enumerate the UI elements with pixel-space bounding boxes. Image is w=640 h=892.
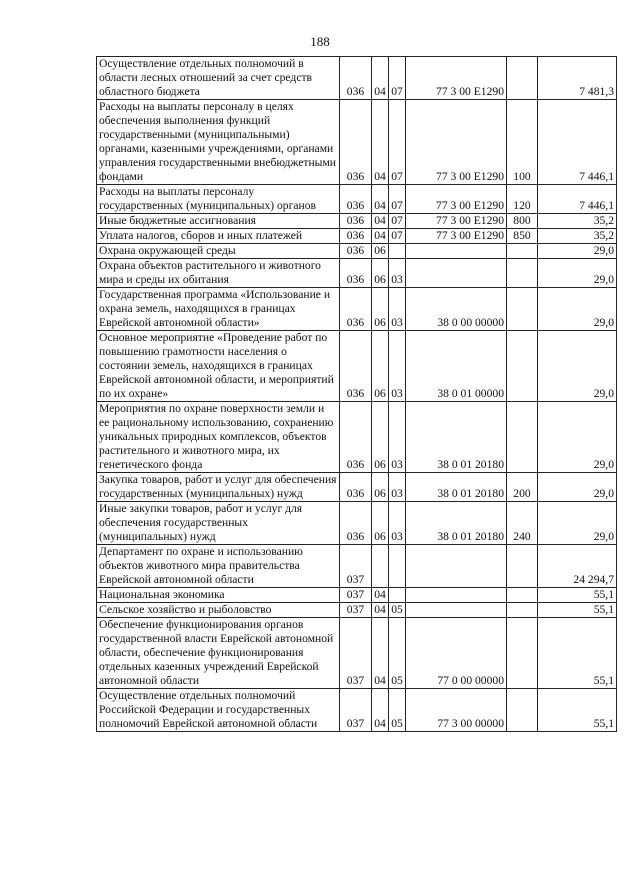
cell-section: 04: [372, 229, 389, 244]
cell-expense-type: [507, 402, 538, 473]
cell-amount: 55,1: [538, 689, 617, 732]
cell-name: Охрана объектов растительного и животного мира и среды их обитания: [97, 259, 340, 288]
cell-name: Иные бюджетные ассигнования: [97, 214, 340, 229]
cell-subsection: 03: [389, 259, 406, 288]
cell-subsection: 05: [389, 618, 406, 689]
cell-expense-type: 240: [507, 502, 538, 545]
cell-amount: 55,1: [538, 603, 617, 618]
cell-target-article: [406, 603, 507, 618]
cell-expense-type: [507, 588, 538, 603]
cell-admin-code: 037: [340, 588, 372, 603]
cell-name: Государственная программа «Использование и охрана земель, находящихся в границах Еврейской автономной области»: [97, 288, 340, 331]
table-row: [97, 100, 617, 185]
table-row: [97, 502, 617, 545]
page-number: 188: [310, 34, 330, 49]
cell-section: 04: [372, 214, 389, 229]
cell-amount: 35,2: [538, 229, 617, 244]
cell-name: Расходы на выплаты персоналу в целях обеспечения выполнения функций государственными (муниципальными) органами, казенными учреждениями, органами управления государственными внебюджетными фондами: [97, 100, 340, 185]
cell-section: 06: [372, 288, 389, 331]
cell-admin-code: 036: [340, 229, 372, 244]
cell-expense-type: [507, 259, 538, 288]
cell-name: Расходы на выплаты персоналу государственных (муниципальных) органов: [97, 185, 340, 214]
cell-amount: 29,0: [538, 259, 617, 288]
cell-section: 04: [372, 618, 389, 689]
cell-admin-code: 036: [340, 502, 372, 545]
cell-admin-code: 036: [340, 288, 372, 331]
cell-expense-type: [507, 57, 538, 100]
table-row: [97, 57, 617, 100]
table-row: [97, 603, 617, 618]
cell-expense-type: [507, 618, 538, 689]
cell-amount: 7 446,1: [538, 185, 617, 214]
cell-target-article: 38 0 01 00000: [406, 331, 507, 402]
cell-name: Основное мероприятие «Проведение работ по повышению грамотности населения о состоянии земель, находящихся в границах Еврейской автономной области, и мероприятий по их охране»: [97, 331, 340, 402]
table-row: [97, 185, 617, 214]
cell-name: Закупка товаров, работ и услуг для обеспечения государственных (муниципальных) нужд: [97, 473, 340, 502]
cell-amount: 35,2: [538, 214, 617, 229]
cell-expense-type: [507, 545, 538, 588]
cell-section: 06: [372, 473, 389, 502]
cell-section: 06: [372, 502, 389, 545]
cell-subsection: 07: [389, 57, 406, 100]
cell-name: Уплата налогов, сборов и иных платежей: [97, 229, 340, 244]
cell-target-article: 38 0 00 00000: [406, 288, 507, 331]
cell-subsection: 03: [389, 288, 406, 331]
table-row: [97, 545, 617, 588]
cell-admin-code: 036: [340, 331, 372, 402]
table-row: [97, 588, 617, 603]
cell-subsection: 05: [389, 689, 406, 732]
cell-admin-code: 036: [340, 244, 372, 259]
cell-section: 06: [372, 402, 389, 473]
cell-section: 04: [372, 100, 389, 185]
cell-amount: 29,0: [538, 402, 617, 473]
cell-amount: 29,0: [538, 244, 617, 259]
cell-target-article: 77 3 00 E1290: [406, 214, 507, 229]
cell-admin-code: 036: [340, 100, 372, 185]
cell-expense-type: 120: [507, 185, 538, 214]
table-row: [97, 331, 617, 402]
cell-admin-code: 036: [340, 185, 372, 214]
cell-name: Обеспечение функционирования органов государственной власти Еврейской автономной области, обеспечение функционирования отдельных казенных учреждений Еврейской автономной области: [97, 618, 340, 689]
cell-target-article: 77 0 00 00000: [406, 618, 507, 689]
cell-subsection: 03: [389, 473, 406, 502]
cell-name: Иные закупки товаров, работ и услуг для обеспечения государственных (муниципальных) нужд: [97, 502, 340, 545]
cell-name: Национальная экономика: [97, 588, 340, 603]
cell-amount: 29,0: [538, 331, 617, 402]
cell-subsection: 03: [389, 331, 406, 402]
cell-subsection: [389, 545, 406, 588]
cell-subsection: [389, 588, 406, 603]
cell-target-article: [406, 588, 507, 603]
table-row: [97, 288, 617, 331]
cell-subsection: 07: [389, 185, 406, 214]
cell-admin-code: 036: [340, 402, 372, 473]
cell-expense-type: [507, 603, 538, 618]
cell-subsection: 07: [389, 100, 406, 185]
cell-amount: 24 294,7: [538, 545, 617, 588]
cell-section: 04: [372, 588, 389, 603]
cell-section: 04: [372, 185, 389, 214]
cell-name: Охрана окружающей среды: [97, 244, 340, 259]
cell-admin-code: 037: [340, 603, 372, 618]
cell-name: Осуществление отдельных полномочий в области лесных отношений за счет средств областного бюджета: [97, 57, 340, 100]
cell-section: 04: [372, 689, 389, 732]
budget-table-body: [97, 57, 617, 732]
cell-subsection: 03: [389, 502, 406, 545]
cell-subsection: 07: [389, 214, 406, 229]
cell-expense-type: [507, 689, 538, 732]
cell-admin-code: 037: [340, 545, 372, 588]
cell-amount: 7 446,1: [538, 100, 617, 185]
cell-expense-type: 850: [507, 229, 538, 244]
cell-expense-type: 800: [507, 214, 538, 229]
cell-target-article: 38 0 01 20180: [406, 502, 507, 545]
cell-amount: 55,1: [538, 588, 617, 603]
cell-expense-type: 200: [507, 473, 538, 502]
table-row: [97, 229, 617, 244]
cell-admin-code: 036: [340, 259, 372, 288]
cell-subsection: 05: [389, 603, 406, 618]
cell-amount: 29,0: [538, 473, 617, 502]
cell-name: Департамент по охране и использованию объектов животного мира правительства Еврейской автономной области: [97, 545, 340, 588]
cell-admin-code: 037: [340, 689, 372, 732]
cell-amount: 7 481,3: [538, 57, 617, 100]
cell-target-article: 38 0 01 20180: [406, 402, 507, 473]
table-row: [97, 259, 617, 288]
cell-expense-type: [507, 288, 538, 331]
table-row: [97, 689, 617, 732]
table-row: [97, 402, 617, 473]
cell-expense-type: 100: [507, 100, 538, 185]
cell-target-article: [406, 259, 507, 288]
cell-admin-code: 037: [340, 618, 372, 689]
cell-name: Сельское хозяйство и рыболовство: [97, 603, 340, 618]
cell-admin-code: 036: [340, 473, 372, 502]
cell-target-article: [406, 545, 507, 588]
cell-subsection: [389, 244, 406, 259]
table-row: [97, 214, 617, 229]
cell-subsection: 03: [389, 402, 406, 473]
cell-target-article: 77 3 00 00000: [406, 689, 507, 732]
cell-section: 04: [372, 603, 389, 618]
table-row: [97, 618, 617, 689]
budget-table: [96, 56, 617, 732]
cell-subsection: 07: [389, 229, 406, 244]
cell-section: [372, 545, 389, 588]
cell-section: 04: [372, 57, 389, 100]
cell-target-article: 38 0 01 20180: [406, 473, 507, 502]
cell-section: 06: [372, 244, 389, 259]
cell-name: Мероприятия по охране поверхности земли и ее рациональному использованию, сохранению уникальных природных комплексов, объектов растительного и животного мира, их генетического фонда: [97, 402, 340, 473]
cell-target-article: 77 3 00 E1290: [406, 57, 507, 100]
cell-target-article: [406, 244, 507, 259]
table-row: [97, 473, 617, 502]
cell-admin-code: 036: [340, 57, 372, 100]
cell-expense-type: [507, 244, 538, 259]
cell-section: 06: [372, 331, 389, 402]
table-row: [97, 244, 617, 259]
cell-section: 06: [372, 259, 389, 288]
cell-target-article: 77 3 00 E1290: [406, 229, 507, 244]
cell-admin-code: 036: [340, 214, 372, 229]
cell-target-article: 77 3 00 E1290: [406, 185, 507, 214]
cell-expense-type: [507, 331, 538, 402]
cell-target-article: 77 3 00 E1290: [406, 100, 507, 185]
cell-amount: 29,0: [538, 502, 617, 545]
cell-name: Осуществление отдельных полномочий Российской Федерации и государственных полномочий Еврейской автономной области: [97, 689, 340, 732]
cell-amount: 55,1: [538, 618, 617, 689]
cell-amount: 29,0: [538, 288, 617, 331]
